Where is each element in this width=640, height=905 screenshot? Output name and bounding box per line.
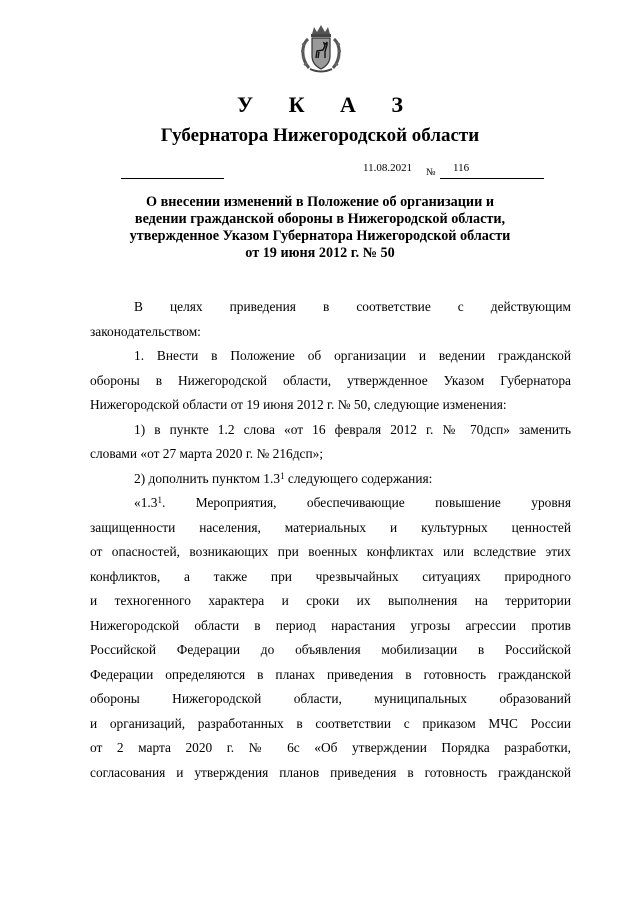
nizhny-novgorod-coat-of-arms-icon [300,25,342,73]
body-line: 1) в пункте 1.2 слова «от 16 февраля 2012 г. № 70дсп» заменить [134,421,571,437]
document-subject-title [100,194,540,262]
body-line: и техногенного характера и сроки их выполнения на территории [90,593,571,608]
date-underline-blank [121,178,224,179]
body-line: В целях приведения в соответствие с действующим [134,299,571,314]
document-number: 116 [453,162,470,174]
body-text: 2) дополнить пунктом 1.3 [134,470,281,486]
body-line: 1. Внести в Положение об организации и ведении гражданской [134,348,571,363]
document-type-title: У К А З [236,92,419,117]
body-text: «1.3 [134,495,158,510]
body-line: Нижегородской области в период нарастания угрозы агрессии против [90,617,571,633]
title-line: от 19 июня 2012 г. № 50 [245,245,395,261]
body-line: Федерации определяются в планах приведения в готовность гражданской [90,666,571,682]
body-line: конфликтов, а также при чрезвычайных ситуациях природного [90,568,571,584]
title-line: ведении гражданской обороны в Нижегородской области, [134,211,506,227]
title-line: утвержденное Указом Губернатора Нижегородской области [129,228,511,244]
body-text: следующего содержания: [284,470,433,486]
body-line: Нижегородской области от 19 июня 2012 г. № 50, следующие изменения: [90,397,507,412]
document-body [90,295,571,785]
superscript: 1 [157,495,162,505]
body-line: словами «от 27 марта 2020 г. № 216дсп»; [90,446,324,461]
body-line: согласования и утверждения планов приведения в готовность гражданской [90,764,571,780]
document-date: 11.08.2021 [363,162,413,174]
number-sign: № [426,167,436,178]
body-line [90,491,571,516]
body-line: от опасностей, возникающих при военных конфликтах или вследствие этих [90,544,571,559]
title-line: О внесении изменений в Положение об организации и [146,194,494,210]
body-line: обороны Нижегородской области, муниципальных образований [90,691,571,706]
body-line: Российской Федерации до объявления мобилизации в Российской [90,642,571,657]
body-text: . Мероприятия, обеспечивающие повышение уровня [161,495,571,510]
body-line: от 2 марта 2020 г. № 6с «Об утверждении Порядка разработки, [90,740,571,755]
body-line: защищенности населения, материальных и культурных ценностей [90,519,571,535]
number-underline [440,178,544,179]
superscript: 1 [280,470,285,481]
body-line: и организаций, разработанных в соответствии с приказом МЧС России [90,715,571,731]
body-line: законодательством: [90,323,201,339]
issuing-authority: Губернатора Нижегородской области [160,125,480,146]
body-line [90,467,571,492]
body-line: обороны в Нижегородской области, утвержденное Указом Губернатора [90,372,571,388]
